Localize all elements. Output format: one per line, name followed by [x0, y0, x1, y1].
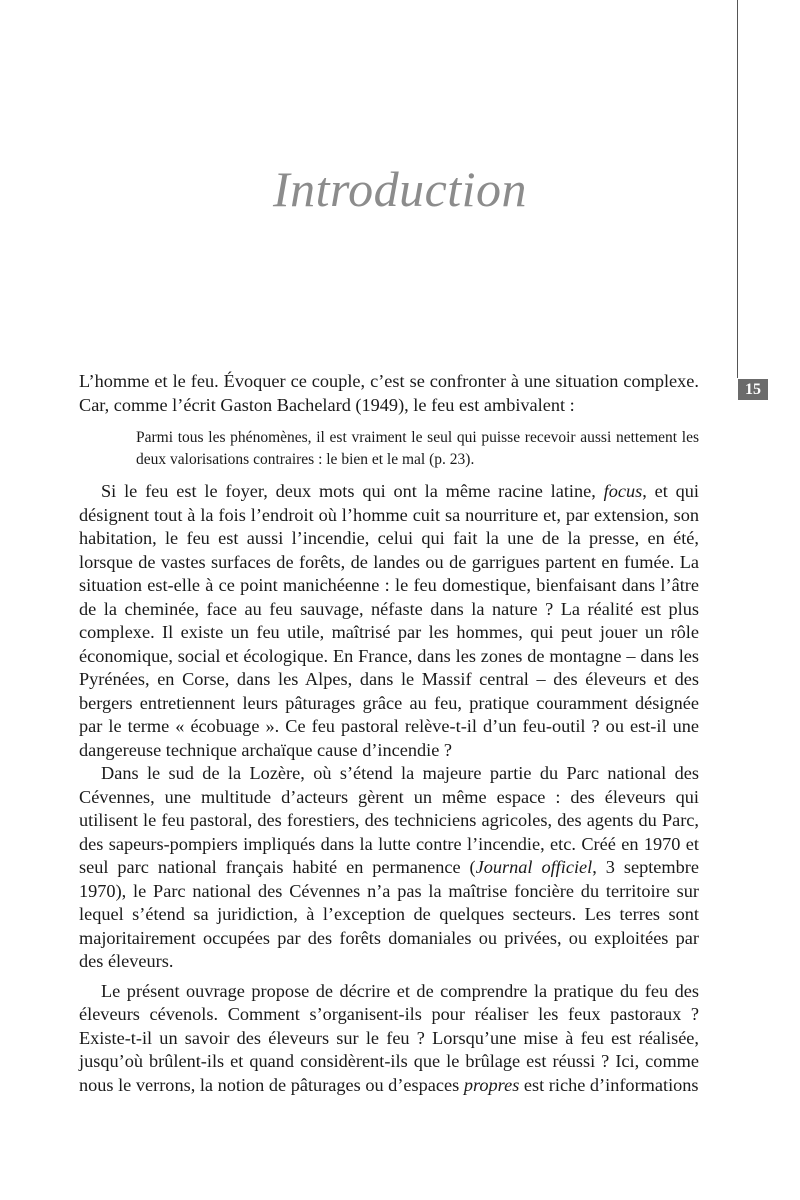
paragraph-3-emphasis: Journal officiel	[475, 857, 593, 877]
paragraph-4-text-b: est riche d’informations	[519, 1074, 699, 1095]
paragraph-2	[79, 480, 699, 762]
page-number: 15	[738, 379, 768, 400]
chapter-title: Introduction	[272, 161, 528, 217]
paragraph-2-text-a: Si le feu est le foyer, deux mots qui ont la même racine latine,	[101, 481, 604, 501]
block-quote: Parmi tous les phénomènes, il est vraiment le seul qui puisse recevoir aussi nettement les deux valorisations contraires : le bien et le mal (p. 23).	[136, 429, 699, 468]
paragraph-1: L’homme et le feu. Évoquer ce couple, c’est se confronter à une situation complexe. Car, comme l’écrit Gaston Bachelard (1949), le feu est ambivalent :	[79, 371, 699, 415]
paragraph-4	[79, 980, 699, 1098]
paragraph-2-emphasis: focus	[603, 481, 643, 501]
body-text	[79, 370, 699, 1097]
paragraph-2-text-b: , et qui désignent tout à la fois l’endroit où l’homme cuit sa nourriture et, par extension, son habitation, le feu est aussi l’incendie, celui qui fait la une de la presse, en été, lorsque de vastes surfaces de forêts, de landes ou de garrigues partent en fumée. La situation est-elle à ce point manichéenne : le feu domestique, bienfaisant dans l’âtre de la cheminée, face au feu sauvage, néfaste dans la nature ? La réalité est plus complexe. Il existe un feu utile, maîtrisé par les hommes, qui peut jouer un rôle économique, social et écologique. En France, dans les zones de montagne – dans les Pyrénées, en Corse, dans les Alpes, dans le Massif central – des éleveurs et des bergers entretiennent leurs pâturages grâce au feu, pratique couramment désignée par le terme « écobuage ». Ce feu pastoral relève-t-il d’un feu-outil ? ou est-il une dangereuse technique archaïque cause d’incendie ?	[79, 481, 699, 760]
paragraph-3	[79, 762, 699, 974]
paragraph-4-emphasis: propres	[463, 1074, 520, 1095]
paragraph-3-text-a: Dans le sud de la Lozère, où s’étend la majeure partie du Parc national des Cévennes, une multitude d’acteurs gèrent un même espace : des éleveurs qui utilisent le feu pastoral, des forestiers, des techniciens agricoles, des agents du Parc, des sapeurs-pompiers impliqués dans la lutte contre l’incendie, etc. Créé en 1970 et seul parc national français habité en permanence (	[79, 763, 699, 877]
paragraph-4-text-a: Le présent ouvrage propose de décrire et de comprendre la pratique du feu des éleveurs cévenols. Comment s’organisent-ils pour réaliser les feux pastoraux ? Existe-t-il un savoir des éleveurs sur le feu ? Lorsqu’une mise à feu est réalisée, jusqu’où brûlent-ils et quand considèrent-ils que le brûlage est réussi ? Ici, comme nous le verrons, la notion de pâturages ou d’espaces	[79, 980, 699, 1095]
paragraph-3-text-b: , 3 septembre 1970), le Parc national des Cévennes n’a pas la maîtrise foncière du territoire sur lequel s’étend sa juridiction, à l’exception de quelques secteurs. Les terres sont majoritairement occupées par des forêts domaniales ou privées, ou exploitées par des éleveurs.	[79, 857, 699, 971]
